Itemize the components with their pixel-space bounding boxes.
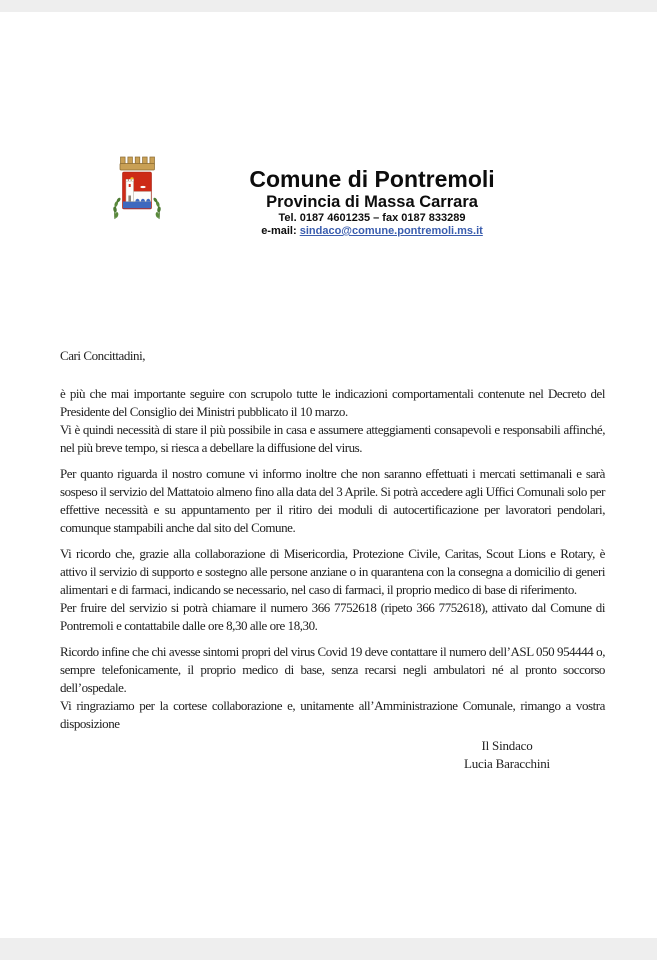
email-link[interactable]: sindaco@comune.pontremoli.ms.it xyxy=(299,225,483,237)
letter-body xyxy=(60,347,605,773)
paragraph-text: Ricordo infine che chi avesse sintomi propri del virus Covid 19 deve contattare il numero dell’ASL 050 954444 o, sempre telefonicamente, il proprio medico di base, senza recarsi negli ambulatori né al pronto soccorso dell’ospedale. xyxy=(60,644,605,695)
top-letterbox-band xyxy=(0,0,657,12)
paragraph-text: Vi ringraziamo per la cortese collaborazione e, unitamente all’Amministrazione Comunale, rimango a vostra disposizione xyxy=(60,698,605,731)
paragraph xyxy=(60,385,605,457)
paragraph-text: Per quanto riguarda il nostro comune vi informo inoltre che non saranno effettuati i mercati settimanali e sarà sospeso il servizio del Mattatoio almeno fino alla data del 3 Aprile. Si potrà accedere agli Uffici Comunali solo per effettive necessità e su appuntamento per il ritiro dei moduli di autocertificazione per lavoratori pendolari, comunque stampabili anche dal sito del Comune. xyxy=(60,466,605,535)
paragraph xyxy=(60,643,605,733)
province-subtitle: Provincia di Massa Carrara xyxy=(266,193,478,211)
municipality-title: Comune di Pontremoli xyxy=(249,166,495,192)
email-label: e-mail: xyxy=(261,225,297,237)
phone-fax-line: Tel. 0187 4601235 – fax 0187 833289 xyxy=(278,212,466,224)
email-line xyxy=(85,225,657,238)
paragraph xyxy=(60,465,605,537)
signature-block xyxy=(417,737,597,773)
letter-paragraphs xyxy=(60,385,605,733)
paragraph-text: Per fruire del servizio si potrà chiamare il numero 366 7752618 (ripeto 366 7752618), attivato dal Comune di Pontremoli e contattabile dalle ore 8,30 alle ore 18,30. xyxy=(60,600,605,633)
signature-name: Lucia Baracchini xyxy=(464,756,550,771)
letterhead xyxy=(85,166,657,238)
paragraph-text: è più che mai importante seguire con scrupolo tutte le indicazioni comportamentali contenute nel Decreto del Presidente del Consiglio dei Ministri pubblicato il 10 marzo. xyxy=(60,386,605,419)
paragraph-text: Vi è quindi necessità di stare il più possibile in casa e assumere atteggiamenti consapevoli e responsabili affinché, nel più breve tempo, si riesca a debellare la diffusione del virus. xyxy=(60,422,605,455)
paragraph-text: Vi ricordo che, grazie alla collaborazione di Misericordia, Protezione Civile, Caritas, Scout Lions e Rotary, è attivo il servizio di supporto e sostegno alle persone anziane o in quarantena con la consegna a domicilio di generi alimentari e di farmaci, indicando se necessario, nel caso di farmaci, il proprio medico di base di riferimento. xyxy=(60,546,605,597)
paragraph xyxy=(60,545,605,635)
signature-role: Il Sindaco xyxy=(481,738,533,753)
salutation: Cari Concittadini, xyxy=(60,348,146,363)
bottom-letterbox-band xyxy=(0,938,657,960)
